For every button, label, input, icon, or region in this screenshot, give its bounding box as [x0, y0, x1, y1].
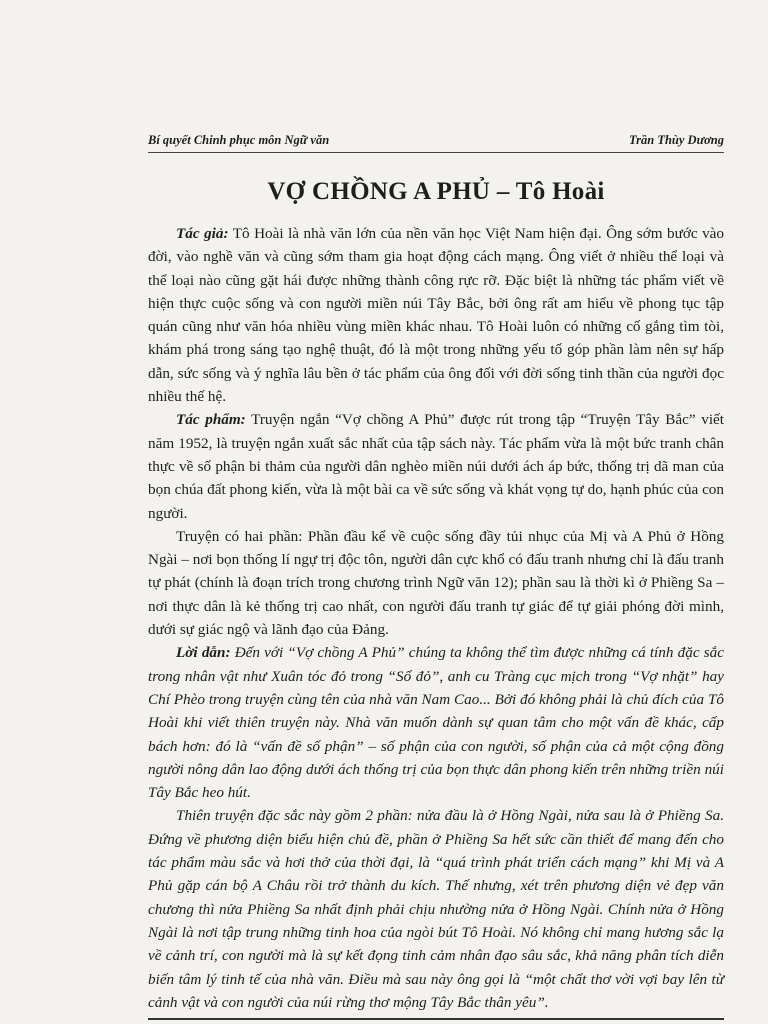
body-text [148, 222, 724, 1014]
paragraph-author [148, 222, 724, 408]
text-author: Tô Hoài là nhà văn lớn của nền văn học Việt Nam hiện đại. Ông sớm bước vào đời, vào nghề văn và cũng sớm tham gia hoạt động cách mạng. Ông viết ở nhiều thể loại và thể loại nào cũng gặt hái được những thành công rực rỡ. Đặc biệt là những tác phẩm viết về hiện thực cuộc sống và con người miền núi Tây Bắc, bởi ông rất am hiểu về phong tục tập quán cũng như văn hóa nhiều vùng miền khác nhau. Tô Hoài luôn có những cố gắng tìm tòi, khám phá trong sáng tạo nghệ thuật, đó là một trong những yếu tố góp phần làm nên sự hấp dẫn, sức sống và ý nghĩa lâu bền ở tác phẩm của ông đối với đời sống tinh thần của người đọc nhiều thế hệ. [148, 225, 724, 406]
paragraph-analysis [148, 804, 724, 1014]
paragraph-intro [148, 641, 724, 804]
text-intro: Đến với “Vợ chồng A Phủ” chúng ta không thể tìm được những cá tính đặc sắc trong nhân vật như Xuân tóc đỏ trong “Số đỏ”, anh cu Tràng cục mịch trong “Vợ nhặt” hay Chí Phèo trong truyện cùng tên của nhà văn Nam Cao... Bởi đó không phải là chủ đích của Tô Hoài khi viết thiên truyện này. Nhà văn muốn dành sự quan tâm cho một vấn đề khác, cấp bách hơn: đó là “vấn đề số phận” – số phận của con người, số phận của cả một cộng đồng người nông dân lao động dưới ách thống trị của bọn thực dân phong kiến trên những triền núi Tây Bắc heo hút. [148, 644, 724, 802]
running-header [148, 133, 724, 153]
author-name: Trần Thùy Dương [628, 133, 724, 147]
paragraph-structure [148, 525, 724, 641]
book-title: Bí quyết Chinh phục môn Ngữ văn [148, 133, 330, 147]
text-work: Truyện ngắn “Vợ chồng A Phủ” được rút trong tập “Truyện Tây Bắc” viết năm 1952, là truyện ngắn xuất sắc nhất của tập sách này. Tác phẩm vừa là một bức tranh chân thực về số phận bi thảm của người dân nghèo miền núi dưới ách áp bức, thống trị dã man của bọn chúa đất phong kiến, vừa là một bài ca về sức sống và khát vọng tự do, hạnh phúc của con người. [148, 411, 724, 522]
label-intro: Lời dẫn: [176, 644, 231, 662]
label-work: Tác phẩm: [176, 411, 246, 429]
text-analysis: Thiên truyện đặc sắc này gồm 2 phần: nửa đầu là ở Hồng Ngài, nửa sau là ở Phiềng Sa. Đứng về phương diện biểu hiện chủ đề, phần ở Phiềng Sa hết sức cần thiết để mang đến cho tác phẩm màu sắc và hơi thở của thời đại, là “quá trình phát triển cách mạng” khi Mị và A Phủ gặp cán bộ A Châu rồi trở thành du kích. Thế nhưng, xét trên phương diện vẻ đẹp văn chương thì nửa Phiềng Sa nhất định phải chịu nhường nửa ở Hồng Ngài. Chính nửa ở Hồng Ngài là nơi tập trung những tinh hoa của ngòi bút Tô Hoài. Nó không chỉ mang hương sắc lạ về cảnh trí, con người mà là sự kết đọng tinh cảm nhân đạo sâu sắc, khả năng phân tích diễn biến tâm lý tinh tế của nhà văn. Điều mà sau này ông gọi là “một chất thơ vời vợi bay lên từ cảnh vật và con người của núi rừng thơ mộng Tây Bắc thân yêu”. [148, 807, 724, 1011]
page-title: VỢ CHỒNG A PHỦ – Tô Hoài [267, 178, 605, 205]
text-structure: Truyện có hai phần: Phần đầu kể về cuộc sống đầy tủi nhục của Mị và A Phủ ở Hồng Ngài – nơi bọn thống lí ngự trị độc tôn, người dân cực khổ có đấu tranh nhưng chỉ là đấu tranh tự phát (chính là đoạn trích trong chương trình Ngữ văn 12); phần sau là thời kì ở Phiềng Sa – nơi thực dân là kẻ thống trị cao nhất, con người đấu tranh tự giác để tự giải phóng đời mình, dưới sự giác ngộ và lãnh đạo của Đảng. [148, 527, 724, 639]
label-author: Tác giả: [176, 225, 229, 242]
footer-rule [148, 1018, 724, 1020]
paragraph-work [148, 408, 724, 524]
